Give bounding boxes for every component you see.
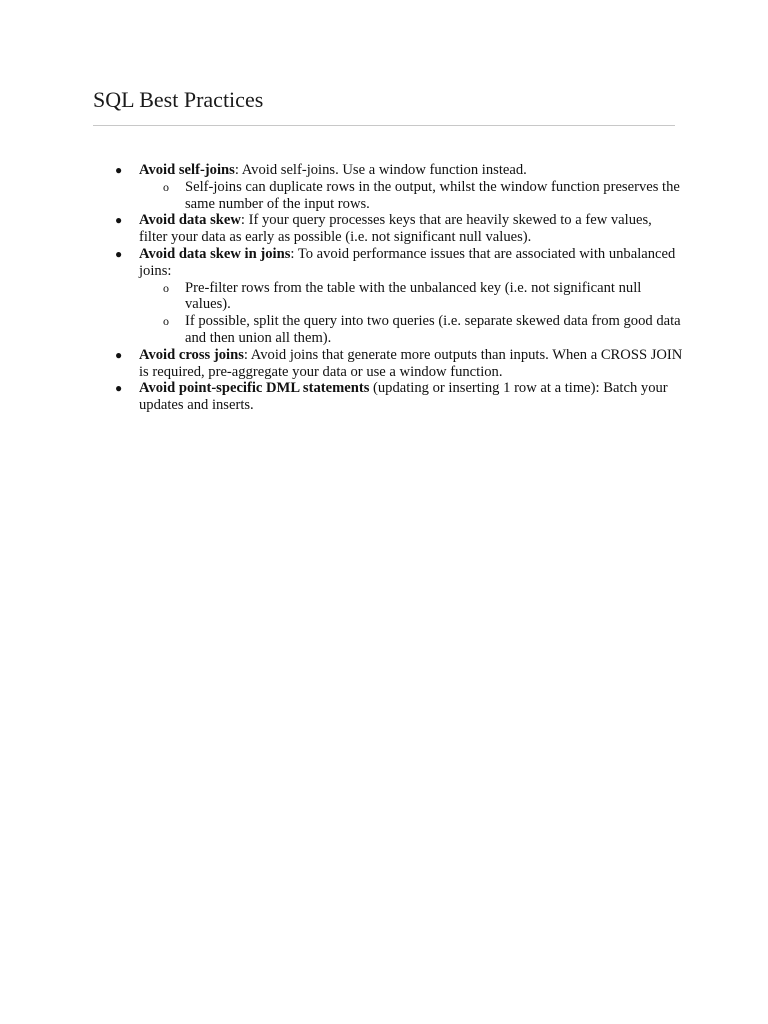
item-text: : If your query processes keys that are heavily skewed to a few values, filter your data as early as possible (i.e. not significant null values). [139,212,652,246]
bullet-icon: ● [115,246,123,261]
list-item-point-specific-dml [93,380,683,414]
item-text: : Avoid joins that generate more outputs than inputs. When a CROSS JOIN is required, pre-aggregate your data or use a window function. [139,346,683,380]
hollow-bullet-icon: o [163,179,169,194]
sub-list [139,280,683,347]
list-item-cross-joins [93,347,683,381]
item-term: Avoid point-specific DML statements [139,380,370,397]
hollow-bullet-icon: o [163,280,169,295]
sub-list [139,179,683,213]
list-item-data-skew-in-joins [93,246,683,347]
sub-list-item [139,313,683,347]
page-title: SQL Best Practices [93,87,264,112]
title-divider [93,125,675,126]
item-text: (updating or inserting 1 row at a time): Batch your updates and inserts. [139,380,668,414]
list-item-data-skew [93,212,683,246]
item-text: : To avoid performance issues that are associated with unbalanced joins: [139,245,676,279]
sub-item-text: If possible, split the query into two queries (i.e. separate skewed data from good data and then union all them). [185,313,681,346]
item-text: : Avoid self-joins. Use a window function instead. [234,162,527,178]
sub-item-text: Pre-filter rows from the table with the unbalanced key (i.e. not significant null values). [185,279,642,313]
item-term: Avoid self-joins [139,162,235,178]
list-item-self-joins [93,162,683,212]
sub-item-text: Self-joins can duplicate rows in the output, whilst the window function preserves the same number of the input rows. [185,178,680,212]
sub-list-item [139,179,683,213]
bullet-icon: ● [115,347,123,362]
item-term: Avoid data skew in joins [139,245,291,262]
bullet-icon: ● [115,163,123,177]
bullet-icon: ● [115,213,123,228]
item-term: Avoid cross joins [139,346,244,363]
item-term: Avoid data skew [139,212,241,229]
sub-list-item [139,280,683,314]
hollow-bullet-icon: o [163,314,169,329]
best-practices-list [93,162,683,414]
bullet-icon: ● [115,381,123,396]
document-body [93,162,683,414]
